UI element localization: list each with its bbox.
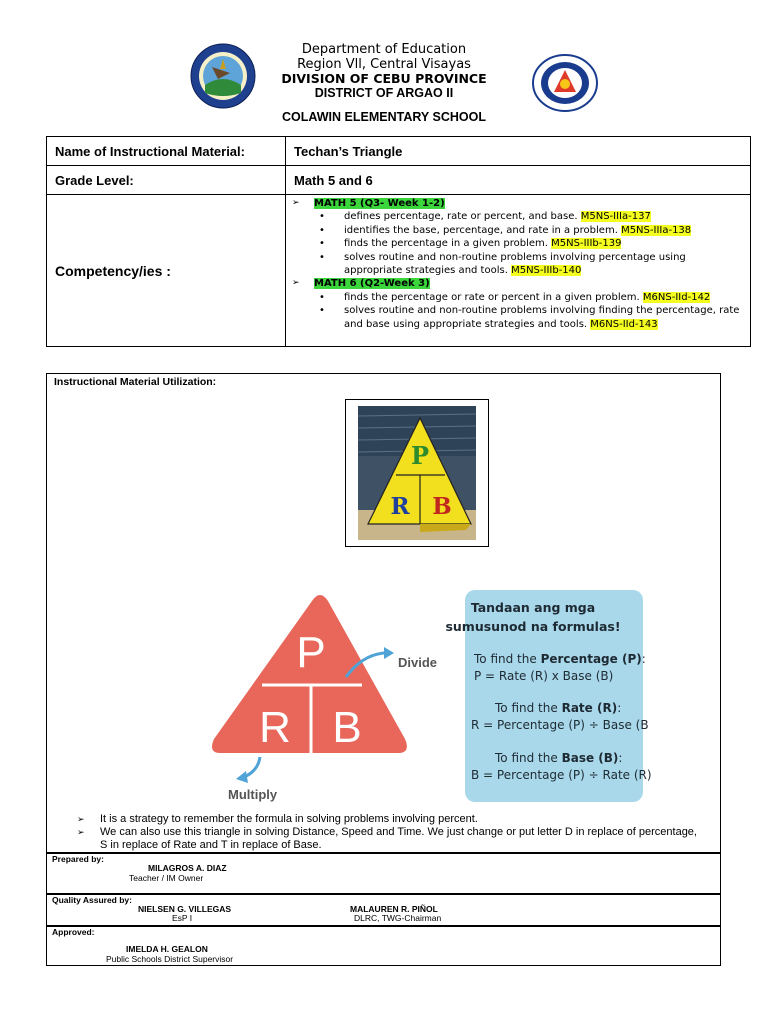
grade-value: Math 5 and 6: [286, 166, 751, 195]
math5-competency-item: • finds the percentage in a given problem. M5NS-IIIb-139: [319, 238, 622, 250]
bullet-dot-icon: •: [319, 224, 325, 236]
math5-competency-item: • solves routine and non-routine problems involving percentage using appropriate strategies and tools. M5NS-IIIb-140: [319, 251, 686, 277]
diagram-letter-b: B: [332, 703, 362, 752]
formula2-heading: To find the Rate (R):: [495, 701, 622, 715]
approved-name: IMELDA H. GEALON: [126, 944, 208, 954]
qa2-name: MALAUREN R. PIÑOL: [350, 904, 438, 914]
prepared-name: MILAGROS A. DIAZ: [148, 863, 227, 873]
arrow-bullet-icon: ➢: [77, 814, 85, 824]
photo-letter-r: R: [390, 493, 410, 520]
formula2-equation: R = Percentage (P) ÷ Base (B: [471, 718, 649, 732]
competency-code: M6NS-IId-143: [590, 318, 658, 330]
formula1-equation: P = Rate (R) x Base (B): [474, 669, 614, 683]
qa-label: Quality Assured by:: [52, 895, 132, 905]
header-department: Department of Education: [301, 42, 467, 57]
photo-letter-b: B: [432, 493, 452, 520]
competency-list: [292, 195, 742, 333]
divide-label: Divide: [398, 655, 438, 670]
diagram-letter-r: R: [259, 703, 291, 752]
formula-box-title-line2: sumusunod na formulas!: [445, 619, 621, 634]
math5-heading: ➢ MATH 5 (Q3- Week 1-2): [292, 198, 445, 209]
name-value: Techan’s Triangle: [286, 137, 751, 166]
qa1-role: EsP I: [172, 913, 193, 923]
bullet-dot-icon: •: [319, 211, 325, 223]
arrow-bullet-icon: ➢: [292, 278, 300, 289]
competency-code: M5NS-IIIb-140: [511, 265, 582, 277]
approved-role: Public Schools District Supervisor: [106, 954, 234, 964]
note-item: ➢ It is a strategy to remember the formula in solving problems involving percent.: [77, 813, 478, 825]
competency-code: M5NS-IIIa-137: [580, 211, 651, 223]
note-item: ➢ We can also use this triangle in solving Distance, Speed and Time. We just change or put letter D in replace of percentage, S in replace of Rate and T in replace of Base.: [77, 826, 697, 851]
math5-competency-item: • identifies the base, percentage, and rate in a problem. M5NS-IIIa-138: [319, 224, 692, 236]
math6-heading: ➢ MATH 6 (Q2-Week 3): [292, 278, 430, 290]
material-info-table: [46, 136, 751, 347]
qa1-name: NIELSEN G. VILLEGAS: [138, 904, 232, 914]
competency-code: M6NS-IId-142: [642, 291, 711, 303]
bullet-dot-icon: •: [319, 238, 325, 250]
header-division: DIVISION OF CEBU PROVINCE: [281, 71, 487, 86]
formula3-equation: B = Percentage (P) ÷ Rate (R): [471, 768, 652, 782]
math6-competency-item: • finds the percentage or rate or percent in a given problem. M6NS-IId-142: [319, 291, 711, 303]
bullet-dot-icon: •: [319, 305, 325, 317]
grade-label: Grade Level:: [47, 166, 286, 195]
prepared-role: Teacher / IM Owner: [129, 873, 204, 883]
multiply-label: Multiply: [228, 787, 278, 802]
competency-code: M5NS-IIIa-138: [621, 224, 692, 236]
formula-box-title-line1: Tandaan ang mga: [470, 600, 596, 615]
header-district: DISTRICT OF ARGAO II: [314, 86, 454, 100]
bullet-dot-icon: •: [319, 291, 325, 303]
competency-code: M5NS-IIIb-139: [551, 238, 622, 250]
diagram-letter-p: P: [296, 628, 326, 677]
photo-letter-p: P: [410, 441, 430, 470]
header-school: COLAWIN ELEMENTARY SCHOOL: [282, 110, 486, 124]
qa2-role: DLRC, TWG-Chairman: [354, 913, 442, 923]
prepared-label: Prepared by:: [52, 854, 104, 864]
utilization-box: [46, 373, 721, 854]
approved-section: [46, 925, 721, 966]
prb-formula-diagram: [212, 587, 652, 805]
formula3-heading: To find the Base (B):: [495, 751, 623, 765]
competency-cell: [286, 195, 751, 347]
name-label: Name of Instructional Material:: [47, 137, 286, 166]
math6-competency-item: • solves routine and non-routine problems involving finding the percentage, rate and base using appropriate strategies and tools. M6NS-IId-143: [319, 305, 740, 330]
math5-competency-item: • defines percentage, rate or percent, and base. M5NS-IIIa-137: [319, 211, 651, 223]
approved-label: Approved:: [52, 927, 95, 937]
header-region: Region Vll, Central Visayas: [297, 57, 471, 72]
techans-triangle-photo: [345, 399, 489, 547]
prepared-by-section: [46, 852, 721, 895]
bullet-dot-icon: •: [319, 251, 325, 263]
utilization-title: Instructional Material Utilization:: [54, 376, 217, 388]
quality-assured-section: [46, 893, 721, 927]
utilization-notes: [77, 813, 707, 852]
competency-label: Competency/ies :: [47, 195, 286, 347]
arrow-bullet-icon: ➢: [292, 198, 300, 208]
formula1-heading: To find the Percentage (P):: [474, 652, 646, 666]
arrow-bullet-icon: ➢: [77, 827, 85, 837]
